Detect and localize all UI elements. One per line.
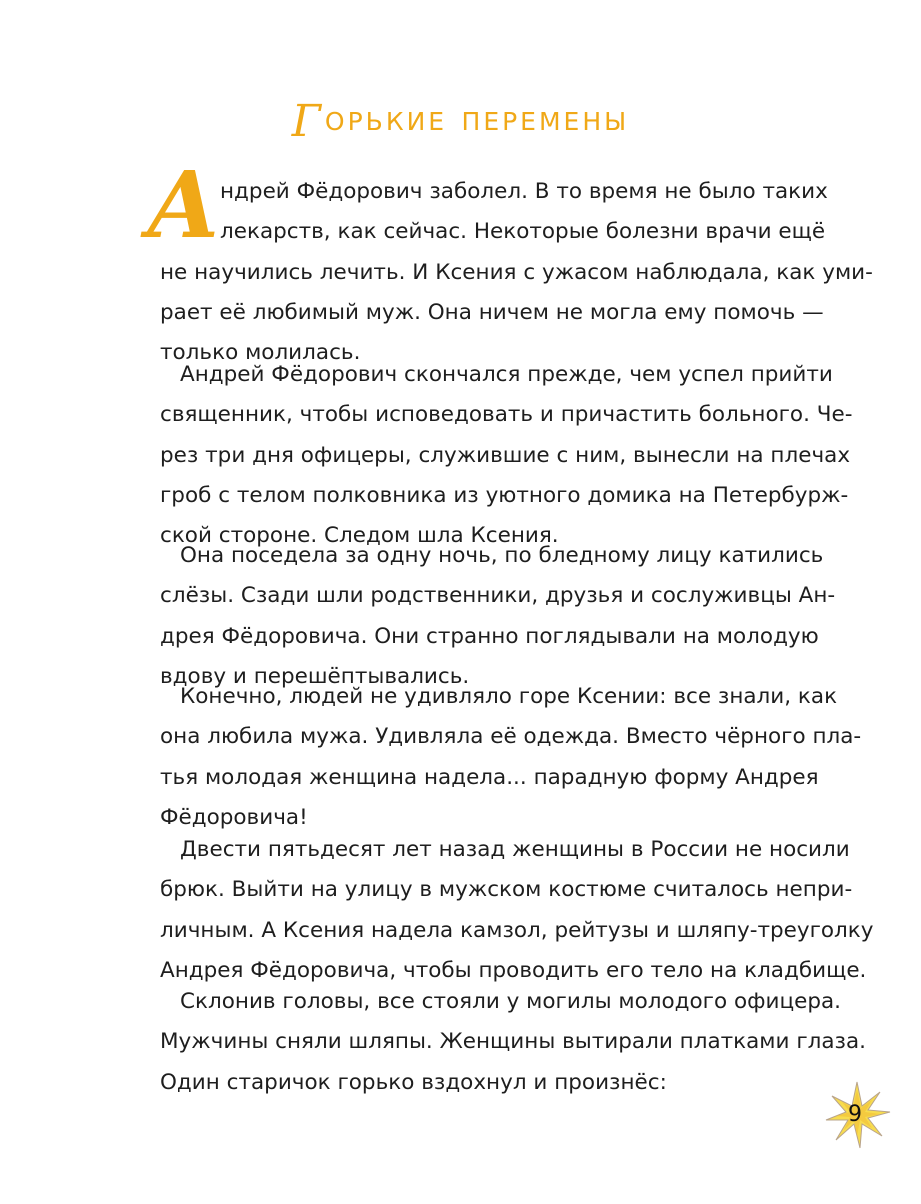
text-line: вдову и перешёптывались. (160, 663, 470, 689)
text-line: она любила мужа. Удивляла её одежда. Вместо чёрного пла- (160, 724, 862, 750)
text-line: ской стороне. Следом шла Ксения. (160, 523, 559, 549)
page-number: 9 (848, 1102, 862, 1127)
title-rest: орькие перемены (324, 98, 630, 139)
text-line: Конечно, людей не удивляло горе Ксении: все знали, как (180, 684, 838, 709)
text-line: не научились лечить. И Ксения с ужасом наблюдала, как уми- (160, 259, 873, 285)
paragraph-4 (160, 677, 862, 838)
chapter-title (0, 96, 921, 147)
paragraph-1-dropcap-lines (220, 172, 828, 253)
text-line: Один старичок горько вздохнул и произнёс: (160, 1069, 667, 1095)
text-line: Она поседела за одну ночь, по бледному лицу катились (180, 543, 824, 568)
text-line: только молилась. (160, 340, 361, 366)
title-initial: Г (291, 96, 324, 147)
text-line: Склонив головы, все стояли у могилы молодого офицера. (180, 989, 841, 1014)
text-line: Андрей Фёдорович скончался прежде, чем успел прийти (180, 362, 833, 387)
text-line: священник, чтобы исповедовать и причастить больного. Че- (160, 402, 853, 428)
text-line: лекарств, как сейчас. Некоторые болезни врачи ещё (220, 219, 826, 245)
text-line: личным. А Ксения надела камзол, рейтузы и шляпу-треуголку (160, 917, 874, 943)
text-line: слёзы. Сзади шли родственники, друзья и сослуживцы Ан- (160, 583, 836, 609)
text-line: Мужчины сняли шляпы. Женщины вытирали платками глаза. (160, 1029, 866, 1055)
text-line: рез три дня офицеры, служившие с ним, вынесли на плечах (160, 442, 851, 468)
text-line: ндрей Фёдорович заболел. В то время не было таких (220, 179, 828, 204)
paragraph-6 (160, 982, 866, 1103)
text-line: рает её любимый муж. Она ничем не могла ему помочь — (160, 299, 824, 325)
text-line: дрея Фёдоровича. Они странно поглядывали на молодую (160, 623, 819, 649)
drop-cap-letter: А (146, 151, 221, 259)
text-line: Двести пятьдесят лет назад женщины в России не носили (180, 837, 850, 862)
text-line: Андрея Фёдоровича, чтобы проводить его тело на кладбище. (160, 957, 867, 983)
text-line: брюк. Выйти на улицу в мужском костюме считалось непри- (160, 877, 853, 903)
text-line: Фёдоровича! (160, 804, 308, 830)
text-line: гроб с телом полковника из уютного домика на Петербурж- (160, 482, 849, 508)
paragraph-5 (160, 830, 874, 991)
text-line: тья молодая женщина надела... парадную форму Андрея (160, 764, 819, 790)
